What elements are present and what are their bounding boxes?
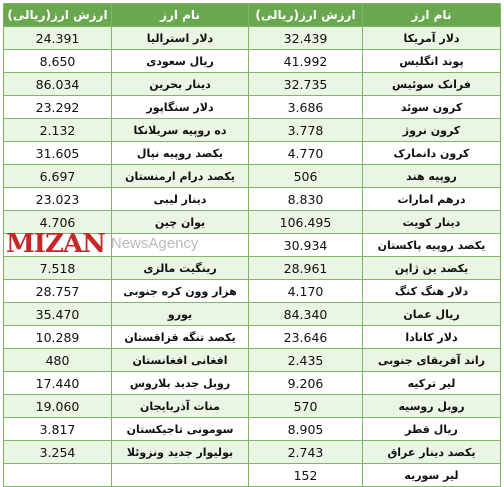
table-row	[4, 188, 501, 211]
table-row	[4, 119, 501, 142]
header-right-name: نام ارز	[363, 4, 501, 27]
right-name-cell: روپیه هند	[363, 165, 501, 188]
left-name-cell	[112, 234, 249, 257]
table-row	[4, 349, 501, 372]
table-row	[4, 257, 501, 280]
right-value-cell: 30.934	[249, 234, 363, 257]
right-value-cell: 23.646	[249, 326, 363, 349]
left-value-cell: 10.289	[4, 326, 112, 349]
right-name-cell: روبل روسیه	[363, 395, 501, 418]
left-name-cell: منات آذربایجان	[112, 395, 249, 418]
table-row	[4, 73, 501, 96]
left-value-cell: 4.706	[4, 211, 112, 234]
table-row	[4, 441, 501, 464]
header-right-value: ارزش ارز(ریالی)	[249, 4, 363, 27]
table-row	[4, 280, 501, 303]
table-row	[4, 395, 501, 418]
right-value-cell: 41.992	[249, 50, 363, 73]
right-value-cell: 32.439	[249, 27, 363, 50]
right-value-cell: 570	[249, 395, 363, 418]
table-row	[4, 27, 501, 50]
left-value-cell: 19.060	[4, 395, 112, 418]
right-value-cell: 28.961	[249, 257, 363, 280]
left-name-cell: رینگیت مالزی	[112, 257, 249, 280]
right-name-cell: دلار کانادا	[363, 326, 501, 349]
table-row	[4, 464, 501, 487]
left-name-cell: افغانی افغانستان	[112, 349, 249, 372]
right-name-cell: دلار هنگ کنگ	[363, 280, 501, 303]
watermark-logo: MIZAN	[6, 229, 105, 259]
left-value-cell: 28.757	[4, 280, 112, 303]
right-name-cell: فرانک سوئیس	[363, 73, 501, 96]
table-header-row	[4, 4, 501, 27]
table-row	[4, 211, 501, 234]
left-name-cell: یورو	[112, 303, 249, 326]
left-name-cell	[112, 464, 249, 487]
right-value-cell: 506	[249, 165, 363, 188]
right-name-cell: راند آفریقای جنوبی	[363, 349, 501, 372]
right-name-cell: یکصد ین ژاپن	[363, 257, 501, 280]
left-name-cell: یکصد تنگه قزاقستان	[112, 326, 249, 349]
left-name-cell: یکصد درام ارمنستان	[112, 165, 249, 188]
right-value-cell: 152	[249, 464, 363, 487]
table-row	[4, 372, 501, 395]
watermark-text: NewsAgency	[110, 235, 199, 252]
left-value-cell: 24.391	[4, 27, 112, 50]
left-name-cell: یکصد روپیه نپال	[112, 142, 249, 165]
left-name-cell: بولیوار جدید ونزوئلا	[112, 441, 249, 464]
right-name-cell: کرون دانمارک	[363, 142, 501, 165]
table-row	[4, 326, 501, 349]
left-name-cell: دینار بحرین	[112, 73, 249, 96]
right-value-cell: 3.686	[249, 96, 363, 119]
left-name-cell: یوان چین	[112, 211, 249, 234]
left-value-cell: 31.605	[4, 142, 112, 165]
header-left-name: نام ارز	[112, 4, 249, 27]
left-value-cell: 3.817	[4, 418, 112, 441]
right-name-cell: کرون سوئد	[363, 96, 501, 119]
right-value-cell: 3.778	[249, 119, 363, 142]
table-row	[4, 418, 501, 441]
left-name-cell: هزار وون کره جنوبی	[112, 280, 249, 303]
left-value-cell: 480	[4, 349, 112, 372]
left-name-cell: سومونی تاجیکستان	[112, 418, 249, 441]
left-value-cell: 8.650	[4, 50, 112, 73]
right-name-cell: درهم امارات	[363, 188, 501, 211]
right-name-cell: لیر ترکیه	[363, 372, 501, 395]
right-value-cell: 4.770	[249, 142, 363, 165]
right-name-cell: پوند انگلیس	[363, 50, 501, 73]
right-value-cell: 9.206	[249, 372, 363, 395]
right-name-cell: دینار کویت	[363, 211, 501, 234]
table-row	[4, 165, 501, 188]
right-name-cell: دلار آمریکا	[363, 27, 501, 50]
left-name-cell: دلار سنگاپور	[112, 96, 249, 119]
left-name-cell: روبل جدید بلاروس	[112, 372, 249, 395]
left-name-cell: ریال سعودی	[112, 50, 249, 73]
right-value-cell: 8.905	[249, 418, 363, 441]
right-value-cell: 32.735	[249, 73, 363, 96]
table-row	[4, 50, 501, 73]
right-name-cell: ریال عمان	[363, 303, 501, 326]
left-name-cell: دینار لیبی	[112, 188, 249, 211]
right-value-cell: 106.495	[249, 211, 363, 234]
table-row	[4, 303, 501, 326]
table-row	[4, 96, 501, 119]
right-value-cell: 8.830	[249, 188, 363, 211]
left-value-cell: 17.440	[4, 372, 112, 395]
left-value-cell: 23.292	[4, 96, 112, 119]
right-name-cell: یکصد روپیه پاکستان	[363, 234, 501, 257]
right-value-cell: 2.435	[249, 349, 363, 372]
right-name-cell: یکصد دینار عراق	[363, 441, 501, 464]
left-value-cell: 35.470	[4, 303, 112, 326]
left-value-cell	[4, 234, 112, 257]
table-row	[4, 234, 501, 257]
left-value-cell: 3.254	[4, 441, 112, 464]
header-left-value: ارزش ارز(ریالی)	[4, 4, 112, 27]
left-value-cell: 7.518	[4, 257, 112, 280]
table-row	[4, 142, 501, 165]
left-value-cell: 6.697	[4, 165, 112, 188]
right-name-cell: لیر سوریه	[363, 464, 501, 487]
left-value-cell	[4, 464, 112, 487]
left-value-cell: 86.034	[4, 73, 112, 96]
right-name-cell: کرون نروژ	[363, 119, 501, 142]
left-name-cell: ده روپیه سریلانکا	[112, 119, 249, 142]
currency-rate-table	[3, 3, 501, 487]
right-value-cell: 84.340	[249, 303, 363, 326]
left-name-cell: دلار استرالیا	[112, 27, 249, 50]
right-name-cell: ریال قطر	[363, 418, 501, 441]
left-value-cell: 2.132	[4, 119, 112, 142]
right-value-cell: 2.743	[249, 441, 363, 464]
left-value-cell: 23.023	[4, 188, 112, 211]
right-value-cell: 4.170	[249, 280, 363, 303]
